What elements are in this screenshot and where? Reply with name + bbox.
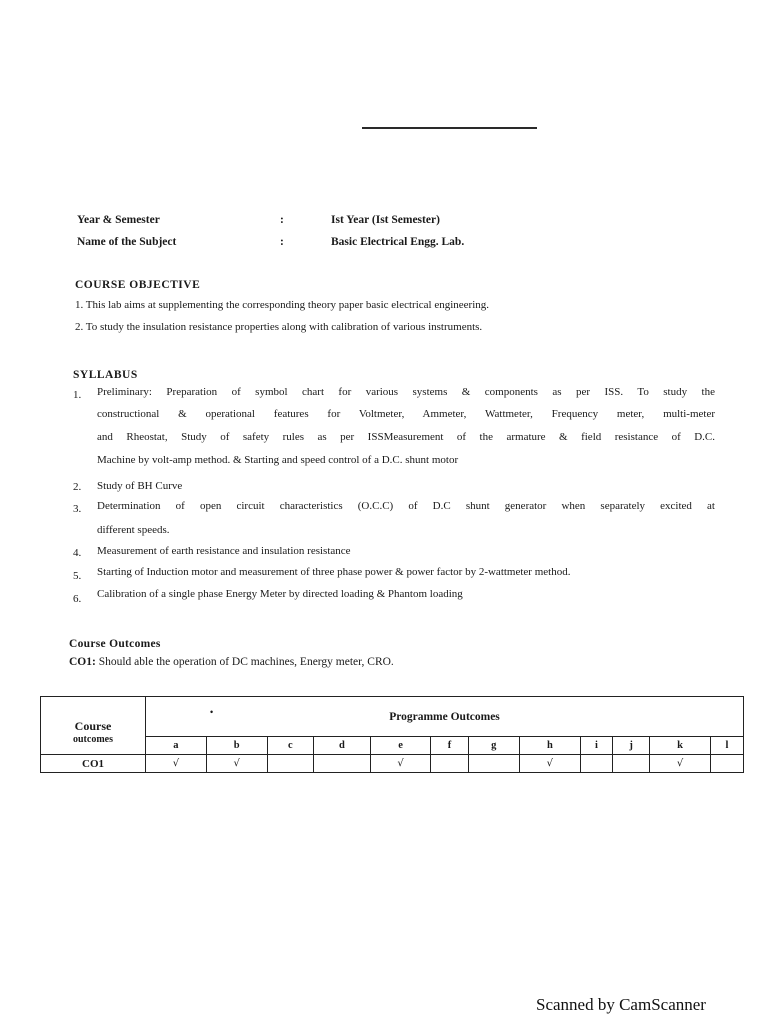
- subject-value: Basic Electrical Engg. Lab.: [331, 236, 465, 248]
- course-objective-heading: COURSE OBJECTIVE: [75, 279, 201, 291]
- col-letter: g: [468, 737, 519, 755]
- top-rule: [362, 127, 537, 129]
- col-letter: d: [314, 737, 370, 755]
- programme-outcomes-header: [146, 697, 744, 737]
- header-mark: •: [210, 707, 214, 717]
- tick-cell: √: [650, 755, 711, 773]
- tick-cell: [314, 755, 370, 773]
- table-header-row: [41, 697, 744, 737]
- syllabus-number: 3.: [73, 503, 82, 515]
- col-letter: b: [206, 737, 267, 755]
- col-letter: k: [650, 737, 711, 755]
- col-letter: j: [613, 737, 650, 755]
- tick-cell: [710, 755, 743, 773]
- subject-label: Name of the Subject: [77, 236, 177, 248]
- tick-cell: [431, 755, 468, 773]
- syllabus-line: constructional & operational features for Voltmeter, Ammeter, Wattmeter, Frequency meter, multi-meter: [97, 408, 715, 420]
- row-label-co1: CO1: [41, 755, 146, 773]
- syllabus-line: Calibration of a single phase Energy Meter by directed loading & Phantom loading: [97, 588, 463, 600]
- tick-cell: [580, 755, 612, 773]
- col-letter: e: [370, 737, 431, 755]
- header-outcomes: outcomes: [73, 734, 113, 745]
- programme-outcomes-table: [40, 696, 744, 773]
- co1-label: CO1:: [69, 656, 96, 668]
- syllabus-line: Measurement of earth resistance and insulation resistance: [97, 545, 351, 557]
- year-semester-value: Ist Year (Ist Semester): [331, 214, 440, 226]
- syllabus-line: Study of BH Curve: [97, 480, 183, 492]
- syllabus-number: 5.: [73, 570, 82, 582]
- col-letter: f: [431, 737, 468, 755]
- syllabus-number: 1.: [73, 389, 82, 401]
- col-letter: a: [146, 737, 207, 755]
- col-letter: c: [267, 737, 314, 755]
- tick-cell: [267, 755, 314, 773]
- syllabus-line: Determination of open circuit characteristics (O.C.C) of D.C shunt generator when separately excited at: [97, 500, 715, 512]
- colon: :: [280, 236, 284, 248]
- colon: :: [280, 214, 284, 226]
- syllabus-number: 6.: [73, 593, 82, 605]
- course-outcomes-heading: Course Outcomes: [69, 638, 161, 650]
- syllabus-number: 2.: [73, 481, 82, 493]
- header-course: Course: [74, 719, 112, 733]
- tick-cell: √: [370, 755, 431, 773]
- syllabus-line: different speeds.: [97, 524, 170, 536]
- col-letter: l: [710, 737, 743, 755]
- syllabus-line: and Rheostat, Study of safety rules as per ISSMeasurement of the armature & field resistance of D.C.: [97, 431, 715, 443]
- tick-cell: √: [519, 755, 580, 773]
- scanner-footer: Scanned by CamScanner: [536, 995, 706, 1014]
- tick-cell: [613, 755, 650, 773]
- objective-item: 2. To study the insulation resistance properties along with calibration of various instruments.: [75, 321, 483, 333]
- tick-cell: √: [146, 755, 207, 773]
- objective-item: 1. This lab aims at supplementing the corresponding theory paper basic electrical engineering.: [75, 299, 489, 311]
- syllabus-number: 4.: [73, 547, 82, 559]
- syllabus-line: Machine by volt-amp method. & Starting and speed control of a D.C. shunt motor: [97, 454, 459, 466]
- header-title: Programme Outcomes: [389, 710, 500, 723]
- tick-cell: [468, 755, 519, 773]
- co1-text: Should able the operation of DC machines, Energy meter, CRO.: [98, 656, 394, 668]
- col-letter: i: [580, 737, 612, 755]
- syllabus-heading: SYLLABUS: [73, 369, 138, 381]
- syllabus-line: Starting of Induction motor and measurement of three phase power & power factor by 2-wattmeter method.: [97, 566, 571, 578]
- year-semester-label: Year & Semester: [77, 214, 160, 226]
- col-letter: h: [519, 737, 580, 755]
- table-row: [41, 755, 744, 773]
- table-letters-row: [41, 737, 744, 755]
- co1-statement: [69, 656, 394, 668]
- course-outcomes-header: [41, 697, 146, 755]
- tick-cell: √: [206, 755, 267, 773]
- syllabus-line: Preliminary: Preparation of symbol chart for various systems & components as per ISS. To study the: [97, 386, 715, 398]
